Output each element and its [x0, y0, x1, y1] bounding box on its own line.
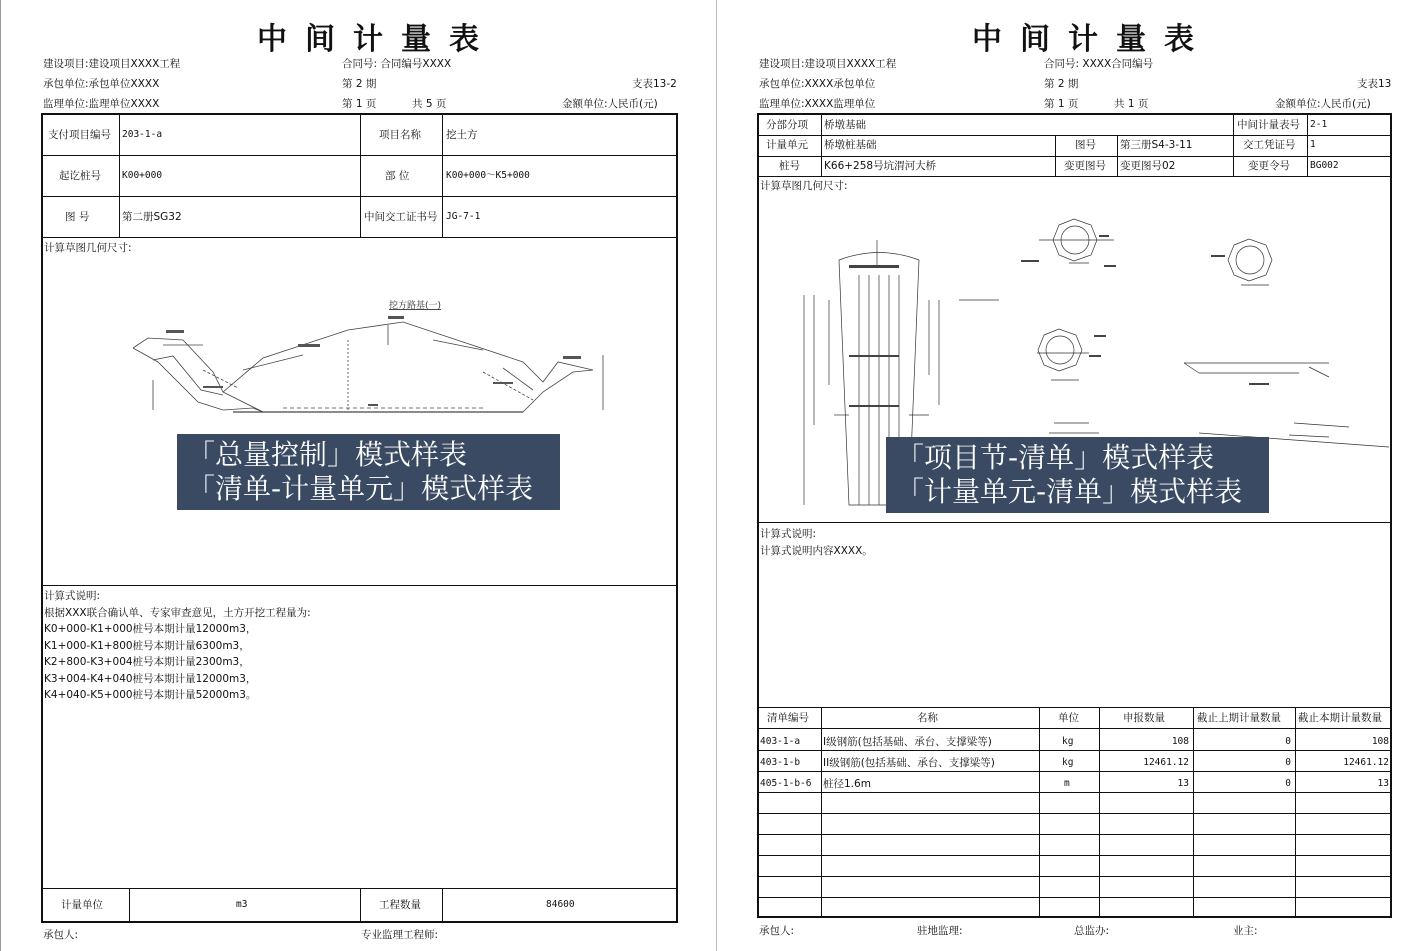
left-drawing-value: 第二册SG32: [122, 211, 182, 223]
bill-header-declared: 申报数量: [1123, 712, 1165, 724]
bill-row-code: 403-1-a: [760, 736, 801, 747]
left-pay-item-label: 支付项目编号: [48, 129, 111, 141]
left-contract: 合同号: 合同编号XXXX: [342, 58, 452, 70]
left-project: 建设项目:建设项目XXXX工程: [43, 58, 181, 70]
bill-row-current: 108: [1371, 736, 1389, 747]
right-drawing-label: 图号: [1075, 139, 1096, 151]
left-unit-value: m3: [236, 899, 248, 910]
right-contract: 合同号: XXXX合同编号: [1044, 58, 1154, 70]
bill-header-name: 名称: [917, 712, 938, 724]
right-period: 第 2 期: [1044, 78, 1079, 90]
right-section-label: 分部分项: [766, 119, 808, 131]
bill-row-prev: 0: [1285, 757, 1291, 768]
right-calc-content: 计算式说明内容XXXX。: [760, 545, 873, 557]
left-form-no: 支表13-2: [632, 78, 677, 90]
bill-row-unit: m: [1064, 778, 1070, 789]
bill-row-name: II级钢筋(包括基础、承台、支撑梁等): [823, 757, 995, 769]
left-project-name-value: 挖土方: [446, 129, 478, 141]
bill-row-code: 403-1-b: [760, 757, 801, 768]
right-sign-contractor: 承包人:: [759, 925, 795, 937]
left-part-label: 部 位: [385, 170, 410, 182]
right-unit-value: 桥墩桩基础: [824, 139, 877, 151]
right-drawing-value: 第三册S4-3-11: [1120, 139, 1193, 151]
left-project-name-label: 项目名称: [379, 129, 421, 141]
left-pay-item-value: 203-1-a: [122, 129, 163, 140]
bill-row-unit: kg: [1062, 736, 1074, 747]
bill-row-declared: 12461.12: [1143, 757, 1189, 768]
left-currency: 金额单位:人民币(元): [562, 98, 658, 110]
left-page-no: 第 1 页: [342, 98, 377, 110]
right-cert-value: 1: [1310, 139, 1316, 150]
left-calc-line: K4+040-K5+000桩号本期计量52000m3。: [44, 689, 257, 701]
left-sign-engineer: 专业监理工程师:: [361, 929, 439, 941]
left-qty-value: 84600: [546, 899, 575, 910]
right-change-drawing-label: 变更图号: [1064, 160, 1106, 172]
left-start-value: K00+000: [122, 170, 163, 181]
left-overlay-line: 「清单-计量单元」模式样表: [187, 472, 534, 505]
left-overlay-line: 「总量控制」模式样表: [187, 438, 468, 471]
left-drawing-label: 图 号: [65, 211, 90, 223]
right-section-value: 桥墩基础: [824, 119, 866, 131]
left-form-table: [41, 113, 678, 923]
left-calc-line: K3+004-K4+040桩号本期计量12000m3，: [44, 673, 257, 685]
right-page-no: 第 1 页: [1044, 98, 1079, 110]
bill-row-declared: 108: [1171, 736, 1189, 747]
right-change-order-value: BG002: [1310, 160, 1339, 171]
bill-row-prev: 0: [1285, 736, 1291, 747]
right-sketch-label: 计算草图几何尺寸:: [760, 180, 848, 192]
left-calc-line: K1+000-K1+800桩号本期计量6300m3，: [44, 640, 250, 652]
right-form-title: 中间计量表: [972, 22, 1212, 57]
bill-header-prev: 截止上期计量数量: [1197, 712, 1281, 724]
left-part-value: K00+000～K5+000: [446, 170, 530, 181]
right-page-total: 共 1 页: [1114, 98, 1149, 110]
right-change-drawing-value: 变更图号02: [1120, 160, 1176, 172]
bill-row-name: 桩径1.6m: [823, 778, 871, 790]
right-unit-label: 计量单元: [766, 139, 808, 151]
right-form-no: 支表13: [1357, 78, 1392, 90]
right-sign-resident: 驻地监理:: [917, 925, 963, 937]
bill-row-current: 12461.12: [1343, 757, 1389, 768]
left-form-title: 中间计量表: [257, 22, 497, 57]
right-form-table: [757, 113, 1392, 918]
bill-row-declared: 13: [1177, 778, 1189, 789]
bill-header-current: 截止本期计量数量: [1298, 712, 1382, 724]
left-calc-line: K0+000-K1+000桩号本期计量12000m3，: [44, 623, 257, 635]
left-sketch-label: 计算草图几何尺寸:: [44, 242, 132, 254]
left-contractor: 承包单位:承包单位XXXX: [43, 78, 160, 90]
right-calc-title: 计算式说明:: [760, 528, 817, 540]
right-form-page: [716, 0, 1424, 951]
right-currency: 金额单位:人民币(元): [1275, 98, 1371, 110]
left-cert-label: 中间交工证书号: [364, 211, 438, 223]
roadbed-sketch-caption: 挖方路基(一): [389, 301, 442, 311]
right-sign-chief: 总监办:: [1074, 925, 1110, 937]
left-mode-overlay: [177, 434, 560, 510]
left-start-label: 起讫桩号: [59, 170, 101, 182]
right-overlay-line: 「计量单元-清单」模式样表: [896, 475, 1243, 508]
right-pile-label: 桩号: [779, 160, 800, 172]
left-cert-value: JG-7-1: [446, 211, 481, 222]
right-mid-no-value: 2-1: [1310, 119, 1328, 130]
right-sign-owner: 业主:: [1233, 925, 1258, 937]
left-qty-label: 工程数量: [379, 899, 421, 911]
bill-row-prev: 0: [1285, 778, 1291, 789]
bill-row-current: 13: [1377, 778, 1389, 789]
right-project: 建设项目:建设项目XXXX工程: [759, 58, 897, 70]
roadbed-section-sketch: [103, 300, 613, 440]
bill-header-unit: 单位: [1058, 712, 1079, 724]
left-calc-title: 计算式说明:: [44, 590, 101, 602]
right-change-order-label: 变更令号: [1248, 160, 1290, 172]
right-mid-no-label: 中间计量表号: [1237, 119, 1300, 131]
left-calc-line: 根据XXX联合确认单、专家审查意见，土方开挖工程量为:: [44, 607, 311, 619]
bill-row-name: I级钢筋(包括基础、承台、支撑梁等): [823, 736, 992, 748]
right-contractor: 承包单位:XXXX承包单位: [759, 78, 876, 90]
bill-row-code: 405-1-b-6: [760, 778, 812, 789]
left-sign-contractor: 承包人:: [43, 929, 79, 941]
right-pile-value: K66+258号坑渭河大桥: [824, 160, 937, 172]
left-supervisor: 监理单位:监理单位XXXX: [43, 98, 160, 110]
right-mode-overlay: [886, 437, 1269, 513]
bill-row-unit: kg: [1062, 757, 1074, 768]
right-supervisor: 监理单位:XXXX监理单位: [759, 98, 876, 110]
left-page-total: 共 5 页: [412, 98, 447, 110]
left-unit-label: 计量单位: [61, 899, 103, 911]
bill-header-code: 清单编号: [767, 712, 809, 724]
right-overlay-line: 「项目节-清单」模式样表: [896, 441, 1215, 474]
right-cert-label: 交工凭证号: [1243, 139, 1296, 151]
left-calc-line: K2+800-K3+004桩号本期计量2300m3，: [44, 656, 250, 668]
left-period: 第 2 期: [342, 78, 377, 90]
